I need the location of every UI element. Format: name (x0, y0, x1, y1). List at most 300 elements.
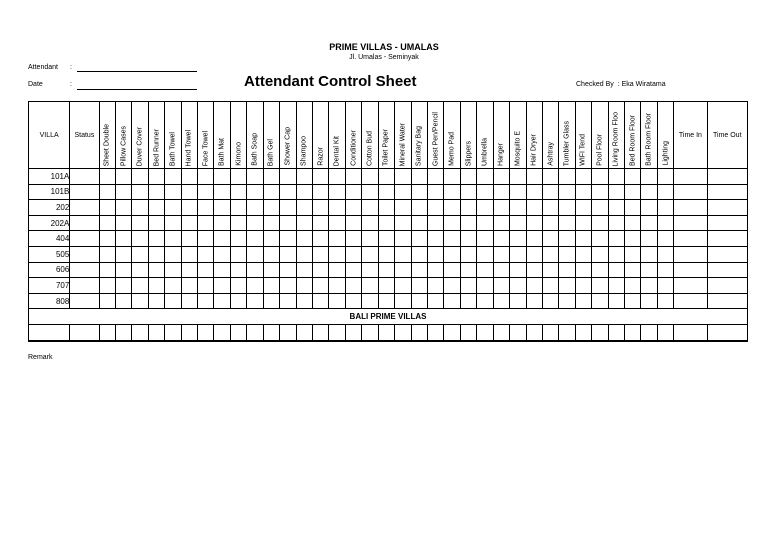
checklist-cell[interactable] (345, 215, 361, 231)
checklist-cell[interactable] (263, 262, 279, 278)
checklist-cell[interactable] (625, 262, 641, 278)
blank-cell[interactable] (280, 324, 296, 340)
checklist-cell[interactable] (165, 293, 181, 309)
checklist-cell[interactable] (641, 169, 657, 185)
blank-cell[interactable] (625, 324, 641, 340)
checklist-cell[interactable] (592, 184, 608, 200)
checklist-cell[interactable] (345, 200, 361, 216)
blank-cell[interactable] (427, 324, 443, 340)
checklist-cell[interactable] (70, 200, 99, 216)
checklist-cell[interactable] (115, 246, 131, 262)
checklist-cell[interactable] (198, 293, 214, 309)
checklist-cell[interactable] (592, 200, 608, 216)
checklist-cell[interactable] (296, 200, 312, 216)
checklist-cell[interactable] (542, 169, 558, 185)
checklist-cell[interactable] (575, 169, 591, 185)
checklist-cell[interactable] (411, 246, 427, 262)
checklist-cell[interactable] (362, 200, 378, 216)
blank-cell[interactable] (674, 324, 707, 340)
checklist-cell[interactable] (625, 200, 641, 216)
checklist-cell[interactable] (411, 278, 427, 294)
checklist-cell[interactable] (395, 215, 411, 231)
checklist-cell[interactable] (345, 184, 361, 200)
blank-cell[interactable] (592, 324, 608, 340)
checklist-cell[interactable] (575, 200, 591, 216)
checklist-cell[interactable] (510, 278, 526, 294)
checklist-cell[interactable] (707, 262, 747, 278)
checklist-cell[interactable] (362, 169, 378, 185)
checklist-cell[interactable] (280, 184, 296, 200)
checklist-cell[interactable] (230, 231, 246, 247)
checklist-cell[interactable] (198, 262, 214, 278)
checklist-cell[interactable] (493, 262, 509, 278)
checklist-cell[interactable] (115, 262, 131, 278)
checklist-cell[interactable] (493, 246, 509, 262)
checklist-cell[interactable] (395, 246, 411, 262)
checklist-cell[interactable] (313, 262, 329, 278)
checklist-cell[interactable] (181, 293, 197, 309)
checklist-cell[interactable] (378, 215, 394, 231)
checklist-cell[interactable] (460, 293, 476, 309)
checklist-cell[interactable] (444, 231, 460, 247)
checklist-cell[interactable] (280, 278, 296, 294)
checklist-cell[interactable] (362, 231, 378, 247)
checklist-cell[interactable] (427, 200, 443, 216)
checklist-cell[interactable] (559, 231, 575, 247)
checklist-cell[interactable] (198, 215, 214, 231)
checklist-cell[interactable] (214, 262, 230, 278)
checklist-cell[interactable] (674, 293, 707, 309)
checklist-cell[interactable] (280, 169, 296, 185)
checklist-cell[interactable] (329, 246, 345, 262)
checklist-cell[interactable] (247, 169, 263, 185)
checklist-cell[interactable] (542, 231, 558, 247)
checklist-cell[interactable] (608, 231, 624, 247)
checklist-cell[interactable] (247, 293, 263, 309)
checklist-cell[interactable] (165, 278, 181, 294)
checklist-cell[interactable] (542, 184, 558, 200)
checklist-cell[interactable] (460, 246, 476, 262)
checklist-cell[interactable] (510, 231, 526, 247)
checklist-cell[interactable] (460, 215, 476, 231)
checklist-cell[interactable] (493, 231, 509, 247)
blank-cell[interactable] (148, 324, 164, 340)
checklist-cell[interactable] (411, 200, 427, 216)
checklist-cell[interactable] (280, 262, 296, 278)
checklist-cell[interactable] (493, 184, 509, 200)
checklist-cell[interactable] (395, 278, 411, 294)
checklist-cell[interactable] (395, 262, 411, 278)
checklist-cell[interactable] (510, 246, 526, 262)
blank-cell[interactable] (460, 324, 476, 340)
checklist-cell[interactable] (165, 184, 181, 200)
checklist-cell[interactable] (592, 215, 608, 231)
checklist-cell[interactable] (427, 262, 443, 278)
checklist-cell[interactable] (674, 184, 707, 200)
checklist-cell[interactable] (329, 200, 345, 216)
checklist-cell[interactable] (280, 231, 296, 247)
checklist-cell[interactable] (542, 246, 558, 262)
checklist-cell[interactable] (526, 262, 542, 278)
checklist-cell[interactable] (657, 262, 673, 278)
blank-cell[interactable] (247, 324, 263, 340)
checklist-cell[interactable] (493, 200, 509, 216)
checklist-cell[interactable] (510, 215, 526, 231)
checklist-cell[interactable] (296, 293, 312, 309)
checklist-cell[interactable] (247, 184, 263, 200)
checklist-cell[interactable] (214, 184, 230, 200)
checklist-cell[interactable] (542, 200, 558, 216)
checklist-cell[interactable] (198, 169, 214, 185)
checklist-cell[interactable] (526, 215, 542, 231)
checklist-cell[interactable] (313, 246, 329, 262)
checklist-cell[interactable] (444, 169, 460, 185)
checklist-cell[interactable] (592, 278, 608, 294)
checklist-cell[interactable] (214, 169, 230, 185)
checklist-cell[interactable] (247, 246, 263, 262)
blank-cell[interactable] (395, 324, 411, 340)
checklist-cell[interactable] (263, 184, 279, 200)
checklist-cell[interactable] (674, 231, 707, 247)
checklist-cell[interactable] (477, 293, 493, 309)
checklist-cell[interactable] (411, 184, 427, 200)
checklist-cell[interactable] (526, 246, 542, 262)
checklist-cell[interactable] (70, 231, 99, 247)
blank-cell[interactable] (165, 324, 181, 340)
checklist-cell[interactable] (230, 200, 246, 216)
checklist-cell[interactable] (444, 184, 460, 200)
checklist-cell[interactable] (345, 169, 361, 185)
checklist-cell[interactable] (263, 169, 279, 185)
checklist-cell[interactable] (230, 184, 246, 200)
checklist-cell[interactable] (625, 184, 641, 200)
blank-cell[interactable] (608, 324, 624, 340)
checklist-cell[interactable] (198, 246, 214, 262)
checklist-cell[interactable] (657, 184, 673, 200)
checklist-cell[interactable] (378, 262, 394, 278)
checklist-cell[interactable] (70, 169, 99, 185)
blank-cell[interactable] (526, 324, 542, 340)
checklist-cell[interactable] (542, 278, 558, 294)
checklist-cell[interactable] (132, 262, 148, 278)
checklist-cell[interactable] (674, 262, 707, 278)
checklist-cell[interactable] (395, 200, 411, 216)
checklist-cell[interactable] (296, 246, 312, 262)
checklist-cell[interactable] (230, 278, 246, 294)
checklist-cell[interactable] (378, 278, 394, 294)
checklist-cell[interactable] (263, 293, 279, 309)
checklist-cell[interactable] (181, 262, 197, 278)
checklist-cell[interactable] (214, 200, 230, 216)
checklist-cell[interactable] (198, 184, 214, 200)
checklist-cell[interactable] (477, 231, 493, 247)
checklist-cell[interactable] (657, 231, 673, 247)
checklist-cell[interactable] (477, 215, 493, 231)
checklist-cell[interactable] (115, 184, 131, 200)
checklist-cell[interactable] (148, 246, 164, 262)
checklist-cell[interactable] (247, 215, 263, 231)
checklist-cell[interactable] (657, 278, 673, 294)
checklist-cell[interactable] (493, 278, 509, 294)
checklist-cell[interactable] (477, 262, 493, 278)
date-line[interactable] (77, 89, 197, 90)
checklist-cell[interactable] (296, 231, 312, 247)
checklist-cell[interactable] (313, 215, 329, 231)
checklist-cell[interactable] (99, 215, 115, 231)
checklist-cell[interactable] (132, 215, 148, 231)
checklist-cell[interactable] (280, 246, 296, 262)
blank-cell[interactable] (70, 324, 99, 340)
checklist-cell[interactable] (132, 169, 148, 185)
checklist-cell[interactable] (181, 215, 197, 231)
checklist-cell[interactable] (345, 231, 361, 247)
checklist-cell[interactable] (345, 293, 361, 309)
checklist-cell[interactable] (707, 293, 747, 309)
blank-cell[interactable] (132, 324, 148, 340)
checklist-cell[interactable] (559, 262, 575, 278)
blank-cell[interactable] (493, 324, 509, 340)
checklist-cell[interactable] (214, 278, 230, 294)
blank-cell[interactable] (296, 324, 312, 340)
blank-cell[interactable] (444, 324, 460, 340)
checklist-cell[interactable] (378, 200, 394, 216)
checklist-cell[interactable] (313, 231, 329, 247)
checklist-cell[interactable] (427, 215, 443, 231)
checklist-cell[interactable] (165, 262, 181, 278)
checklist-cell[interactable] (198, 200, 214, 216)
blank-cell[interactable] (263, 324, 279, 340)
checklist-cell[interactable] (362, 215, 378, 231)
checklist-cell[interactable] (460, 231, 476, 247)
checklist-cell[interactable] (674, 246, 707, 262)
checklist-cell[interactable] (641, 231, 657, 247)
checklist-cell[interactable] (247, 200, 263, 216)
checklist-cell[interactable] (148, 293, 164, 309)
checklist-cell[interactable] (592, 246, 608, 262)
checklist-cell[interactable] (115, 231, 131, 247)
checklist-cell[interactable] (575, 278, 591, 294)
checklist-cell[interactable] (526, 293, 542, 309)
checklist-cell[interactable] (674, 278, 707, 294)
blank-cell[interactable] (510, 324, 526, 340)
checklist-cell[interactable] (510, 293, 526, 309)
checklist-cell[interactable] (559, 246, 575, 262)
checklist-cell[interactable] (181, 184, 197, 200)
checklist-cell[interactable] (247, 278, 263, 294)
checklist-cell[interactable] (625, 246, 641, 262)
checklist-cell[interactable] (296, 215, 312, 231)
blank-cell[interactable] (378, 324, 394, 340)
checklist-cell[interactable] (263, 278, 279, 294)
checklist-cell[interactable] (313, 184, 329, 200)
checklist-cell[interactable] (329, 184, 345, 200)
checklist-cell[interactable] (608, 184, 624, 200)
checklist-cell[interactable] (362, 246, 378, 262)
checklist-cell[interactable] (427, 184, 443, 200)
checklist-cell[interactable] (559, 215, 575, 231)
checklist-cell[interactable] (427, 246, 443, 262)
checklist-cell[interactable] (559, 169, 575, 185)
blank-cell[interactable] (542, 324, 558, 340)
checklist-cell[interactable] (132, 278, 148, 294)
checklist-cell[interactable] (641, 200, 657, 216)
checklist-cell[interactable] (526, 200, 542, 216)
checklist-cell[interactable] (608, 293, 624, 309)
checklist-cell[interactable] (99, 246, 115, 262)
checklist-cell[interactable] (132, 246, 148, 262)
checklist-cell[interactable] (608, 200, 624, 216)
checklist-cell[interactable] (657, 246, 673, 262)
checklist-cell[interactable] (592, 293, 608, 309)
checklist-cell[interactable] (427, 169, 443, 185)
checklist-cell[interactable] (148, 200, 164, 216)
checklist-cell[interactable] (230, 293, 246, 309)
checklist-cell[interactable] (70, 184, 99, 200)
checklist-cell[interactable] (115, 169, 131, 185)
checklist-cell[interactable] (444, 246, 460, 262)
checklist-cell[interactable] (559, 293, 575, 309)
blank-cell[interactable] (198, 324, 214, 340)
checklist-cell[interactable] (427, 231, 443, 247)
checklist-cell[interactable] (198, 278, 214, 294)
checklist-cell[interactable] (329, 262, 345, 278)
blank-cell[interactable] (641, 324, 657, 340)
checklist-cell[interactable] (230, 169, 246, 185)
checklist-cell[interactable] (707, 278, 747, 294)
checklist-cell[interactable] (641, 184, 657, 200)
checklist-cell[interactable] (345, 278, 361, 294)
checklist-cell[interactable] (165, 231, 181, 247)
checklist-cell[interactable] (707, 231, 747, 247)
checklist-cell[interactable] (165, 200, 181, 216)
checklist-cell[interactable] (99, 278, 115, 294)
checklist-cell[interactable] (99, 231, 115, 247)
checklist-cell[interactable] (477, 278, 493, 294)
checklist-cell[interactable] (510, 169, 526, 185)
checklist-cell[interactable] (378, 293, 394, 309)
checklist-cell[interactable] (707, 169, 747, 185)
checklist-cell[interactable] (592, 231, 608, 247)
checklist-cell[interactable] (625, 215, 641, 231)
checklist-cell[interactable] (329, 278, 345, 294)
checklist-cell[interactable] (657, 293, 673, 309)
checklist-cell[interactable] (132, 231, 148, 247)
checklist-cell[interactable] (411, 169, 427, 185)
checklist-cell[interactable] (263, 200, 279, 216)
checklist-cell[interactable] (296, 169, 312, 185)
blank-cell[interactable] (99, 324, 115, 340)
checklist-cell[interactable] (165, 246, 181, 262)
checklist-cell[interactable] (460, 262, 476, 278)
blank-cell[interactable] (707, 324, 747, 340)
checklist-cell[interactable] (608, 169, 624, 185)
checklist-cell[interactable] (493, 293, 509, 309)
checklist-cell[interactable] (148, 169, 164, 185)
checklist-cell[interactable] (296, 184, 312, 200)
checklist-cell[interactable] (510, 262, 526, 278)
checklist-cell[interactable] (526, 169, 542, 185)
checklist-cell[interactable] (674, 169, 707, 185)
checklist-cell[interactable] (559, 184, 575, 200)
checklist-cell[interactable] (641, 262, 657, 278)
checklist-cell[interactable] (674, 200, 707, 216)
checklist-cell[interactable] (395, 169, 411, 185)
checklist-cell[interactable] (493, 215, 509, 231)
checklist-cell[interactable] (526, 231, 542, 247)
checklist-cell[interactable] (70, 262, 99, 278)
checklist-cell[interactable] (707, 246, 747, 262)
checklist-cell[interactable] (559, 278, 575, 294)
checklist-cell[interactable] (280, 215, 296, 231)
blank-cell[interactable] (230, 324, 246, 340)
checklist-cell[interactable] (263, 231, 279, 247)
checklist-cell[interactable] (247, 231, 263, 247)
checklist-cell[interactable] (378, 169, 394, 185)
checklist-cell[interactable] (99, 200, 115, 216)
checklist-cell[interactable] (329, 169, 345, 185)
checklist-cell[interactable] (280, 200, 296, 216)
checklist-cell[interactable] (230, 262, 246, 278)
checklist-cell[interactable] (329, 231, 345, 247)
checklist-cell[interactable] (657, 200, 673, 216)
checklist-cell[interactable] (542, 293, 558, 309)
checklist-cell[interactable] (575, 215, 591, 231)
checklist-cell[interactable] (313, 278, 329, 294)
checklist-cell[interactable] (592, 262, 608, 278)
checklist-cell[interactable] (411, 293, 427, 309)
checklist-cell[interactable] (510, 200, 526, 216)
checklist-cell[interactable] (444, 262, 460, 278)
checklist-cell[interactable] (427, 293, 443, 309)
checklist-cell[interactable] (115, 200, 131, 216)
checklist-cell[interactable] (477, 200, 493, 216)
checklist-cell[interactable] (148, 262, 164, 278)
blank-cell[interactable] (345, 324, 361, 340)
checklist-cell[interactable] (313, 169, 329, 185)
checklist-cell[interactable] (460, 169, 476, 185)
checklist-cell[interactable] (70, 215, 99, 231)
blank-cell[interactable] (181, 324, 197, 340)
checklist-cell[interactable] (296, 278, 312, 294)
blank-cell[interactable] (214, 324, 230, 340)
checklist-cell[interactable] (115, 215, 131, 231)
checklist-cell[interactable] (362, 293, 378, 309)
checklist-cell[interactable] (345, 246, 361, 262)
checklist-cell[interactable] (608, 262, 624, 278)
checklist-cell[interactable] (148, 231, 164, 247)
checklist-cell[interactable] (657, 169, 673, 185)
checklist-cell[interactable] (395, 293, 411, 309)
checklist-cell[interactable] (542, 262, 558, 278)
checklist-cell[interactable] (362, 184, 378, 200)
checklist-cell[interactable] (559, 200, 575, 216)
checklist-cell[interactable] (707, 200, 747, 216)
checklist-cell[interactable] (313, 293, 329, 309)
checklist-cell[interactable] (115, 278, 131, 294)
checklist-cell[interactable] (230, 215, 246, 231)
checklist-cell[interactable] (378, 184, 394, 200)
checklist-cell[interactable] (493, 169, 509, 185)
checklist-cell[interactable] (526, 184, 542, 200)
checklist-cell[interactable] (411, 231, 427, 247)
checklist-cell[interactable] (378, 231, 394, 247)
checklist-cell[interactable] (641, 246, 657, 262)
checklist-cell[interactable] (181, 246, 197, 262)
checklist-cell[interactable] (362, 278, 378, 294)
checklist-cell[interactable] (345, 262, 361, 278)
checklist-cell[interactable] (608, 246, 624, 262)
checklist-cell[interactable] (181, 231, 197, 247)
